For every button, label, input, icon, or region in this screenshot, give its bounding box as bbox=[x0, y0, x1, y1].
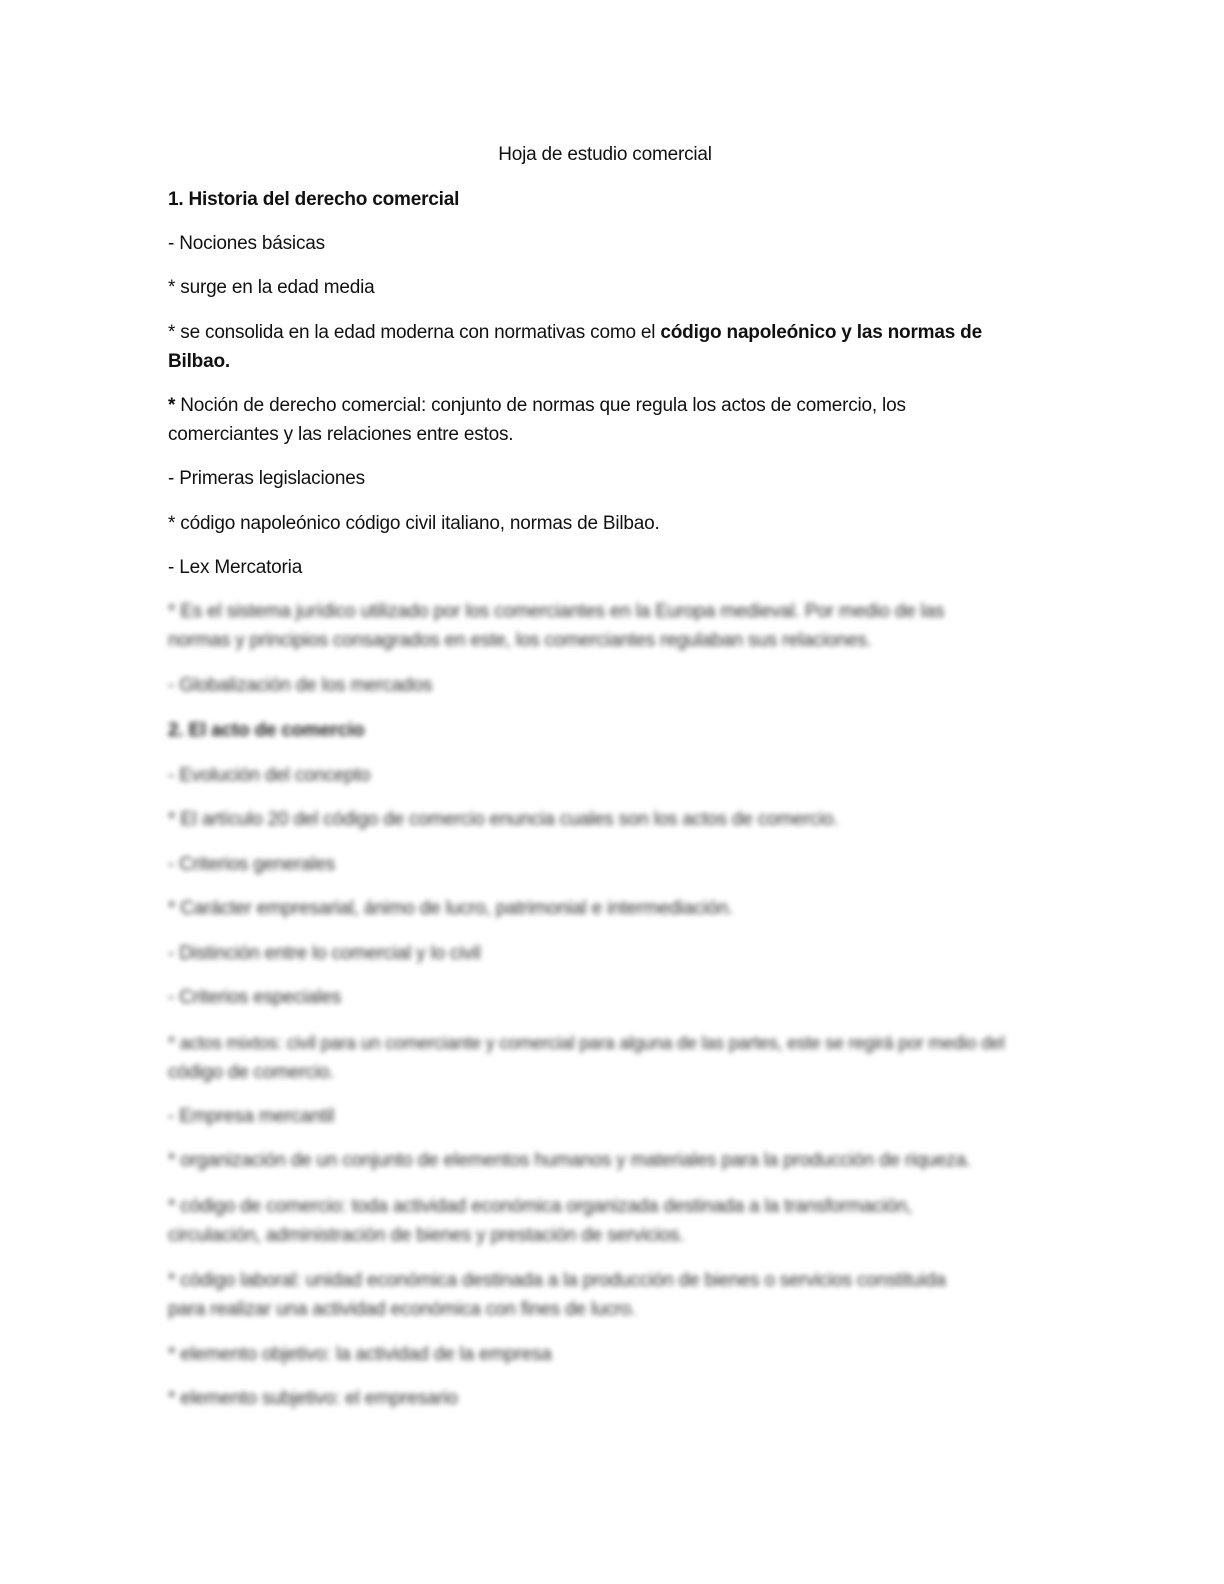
list-item: - Primeras legislaciones bbox=[168, 468, 365, 489]
section-heading: 1. Historia del derecho comercial bbox=[168, 189, 460, 210]
list-item: * Es el sistema jurídico utilizado por los comerciantes en la Europa medieval. Por medio de las bbox=[168, 601, 945, 622]
list-item: - Evolución del concepto bbox=[168, 765, 371, 786]
list-item: - Criterios especiales bbox=[168, 987, 341, 1008]
list-item: * código laboral: unidad económica destinada a la producción de bienes o servicios constituida bbox=[168, 1270, 946, 1291]
list-item-continuation: normas y principios consagrados en este, los comerciantes regulaban sus relaciones. bbox=[168, 630, 872, 651]
list-item: * se consolida en la edad moderna con normativas como el código napoleónico y las normas de bbox=[168, 322, 982, 343]
list-item: * Noción de derecho comercial: conjunto de normas que regula los actos de comercio, los bbox=[168, 395, 906, 416]
list-item: * código de comercio: toda actividad económica organizada destinada a la transformación, bbox=[168, 1196, 912, 1217]
list-item: * organización de un conjunto de elementos humanos y materiales para la producción de riqueza. bbox=[168, 1150, 971, 1171]
list-item-continuation: circulación, administración de bienes y prestación de servicios. bbox=[168, 1225, 685, 1246]
document-title: Hoja de estudio comercial bbox=[498, 144, 712, 165]
list-item: - Empresa mercantil bbox=[168, 1106, 335, 1127]
list-item: - Criterios generales bbox=[168, 854, 335, 875]
list-item: - Nociones básicas bbox=[168, 233, 325, 254]
list-item: * elemento subjetivo: el empresario bbox=[168, 1388, 458, 1409]
list-item: - Distinción entre lo comercial y lo civil bbox=[168, 943, 481, 964]
list-item-continuation: Bilbao. bbox=[168, 351, 230, 372]
list-item: * Carácter empresarial, ánimo de lucro, patrimonial e intermediación. bbox=[168, 898, 733, 919]
list-item: * actos mixtos: civil para un comerciante y comercial para alguna de las partes, este se regirá por medio del bbox=[168, 1033, 1005, 1053]
list-item: - Lex Mercatoria bbox=[168, 557, 303, 578]
list-item: * El artículo 20 del código de comercio enuncia cuales son los actos de comercio. bbox=[168, 809, 839, 830]
list-item-continuation: para realizar una actividad económica con fines de lucro. bbox=[168, 1299, 637, 1320]
section-heading: 2. El acto de comercio bbox=[168, 720, 365, 741]
list-item: * surge en la edad media bbox=[168, 277, 375, 298]
list-item-continuation: comerciantes y las relaciones entre estos. bbox=[168, 424, 514, 445]
list-item-continuation: código de comercio. bbox=[168, 1062, 335, 1083]
list-item: * código napoleónico código civil italiano, normas de Bilbao. bbox=[168, 513, 660, 534]
list-item: - Globalización de los mercados bbox=[168, 675, 433, 696]
list-item: * elemento objetivo: la actividad de la empresa bbox=[168, 1344, 552, 1365]
